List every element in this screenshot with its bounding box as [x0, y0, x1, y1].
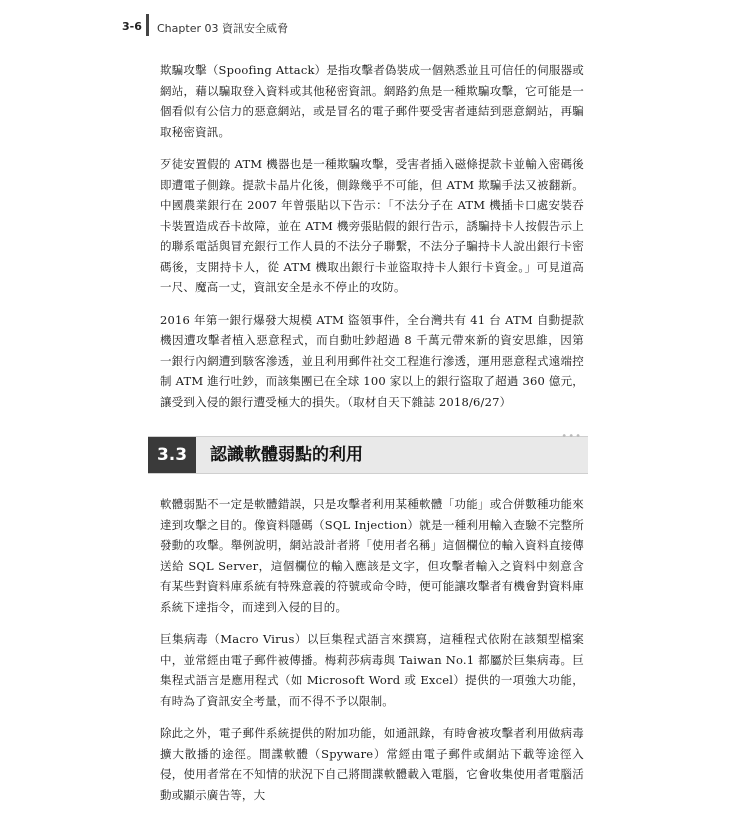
- decorative-dots-icon: •••: [561, 431, 582, 442]
- page-number: 3-6: [122, 20, 142, 33]
- section-header: [148, 431, 588, 474]
- paragraph-macro-virus: 巨集病毒（Macro Virus）以巨集程式語言來撰寫，這種程式依附在該類型檔案中，並常經由電子郵件被傳播。梅莉莎病毒與 Taiwan No.1 都屬於巨集病毒。巨集程式語言是應用程式（如 Microsoft Word 或 Excel）提供的一項強大功能，有時為了資訊安全考量，而不得不予以限制。: [160, 632, 584, 708]
- page-content: [156, 60, 584, 817]
- paragraph-atm-fake: 歹徒安置假的 ATM 機器也是一種欺騙攻擊，受害者插入磁條提款卡並輸入密碼後即遭電子側錄。提款卡晶片化後，側錄幾乎不可能，但 ATM 欺騙手法又被翻新。中國農業銀行在 2007 年曾張貼以下告示：「不法分子在 ATM 機插卡口處安裝吞卡裝置造成吞卡故障，並在 ATM 機旁張貼假的銀行告示，誘騙持卡人按假告示上的聯系電話與冒充銀行工作人員的不法分子聯繫，不法分子騙持卡人說出銀行卡密碼後，支開持卡人，從 ATM 機取出銀行卡並盜取持卡人銀行卡資金。」可見道高一尺、魔高一丈，資訊安全是永不停止的攻防。: [160, 157, 584, 294]
- page-header: [0, 0, 750, 44]
- paragraph-spyware: 除此之外，電子郵件系統提供的附加功能，如通訊錄，有時會被攻擊者利用做病毒擴大散播的途徑。間諜軟體（Spyware）常經由電子郵件或網站下載等途徑入侵，使用者常在不知情的狀況下自己將間諜軟體載入電腦，它會收集使用者電腦活動或顯示廣告等，大: [160, 726, 584, 802]
- chapter-title: Chapter 03 資訊安全威脅: [157, 22, 288, 35]
- paragraph-spoofing: 欺騙攻擊（Spoofing Attack）是指攻擊者偽裝成一個熟悉並且可信任的伺服器或網站，藉以騙取登入資料或其他秘密資訊。網路釣魚是一種欺騙攻擊，它可能是一個看似有公信力的惡意網站，或是冒名的電子郵件要受害者連結到惡意網站，再騙取秘密資訊。: [160, 63, 584, 139]
- header-divider: [146, 14, 149, 36]
- paragraph-software-weakness: 軟體弱點不一定是軟體錯誤，只是攻擊者利用某種軟體「功能」或合併數種功能來達到攻擊之目的。像資料隱碼（SQL Injection）就是一種利用輸入查驗不完整所發動的攻擊。舉例說明，網站設計者將「使用者名稱」這個欄位的輸入資料直接傳送給 SQL Server，這個欄位的輸入應該是文字，但攻擊者輸入之資料中刻意含有某些對資料庫系統有特殊意義的符號或命令時，便可能讓攻擊者有機會對資料庫系統下達指令，而達到入侵的目的。: [160, 497, 584, 614]
- section-title: 認識軟體弱點的利用: [210, 445, 363, 465]
- section-number: 3.3: [148, 437, 196, 473]
- paragraph-first-bank: 2016 年第一銀行爆發大規模 ATM 盜領事件，全台灣共有 41 台 ATM 自動提款機因遭攻擊者植入惡意程式，而自動吐鈔超過 8 千萬元帶來新的資安思維，因第一銀行內網遭到駭客滲透，並且利用郵件社交工程進行滲透，運用惡意程式遠端控制 ATM 進行吐鈔，而該集團已在全球 100 家以上的銀行盜取了超過 360 億元，讓受到入侵的銀行遭受極大的損失。（取材自天下雜誌 2018/6/27）: [160, 312, 584, 409]
